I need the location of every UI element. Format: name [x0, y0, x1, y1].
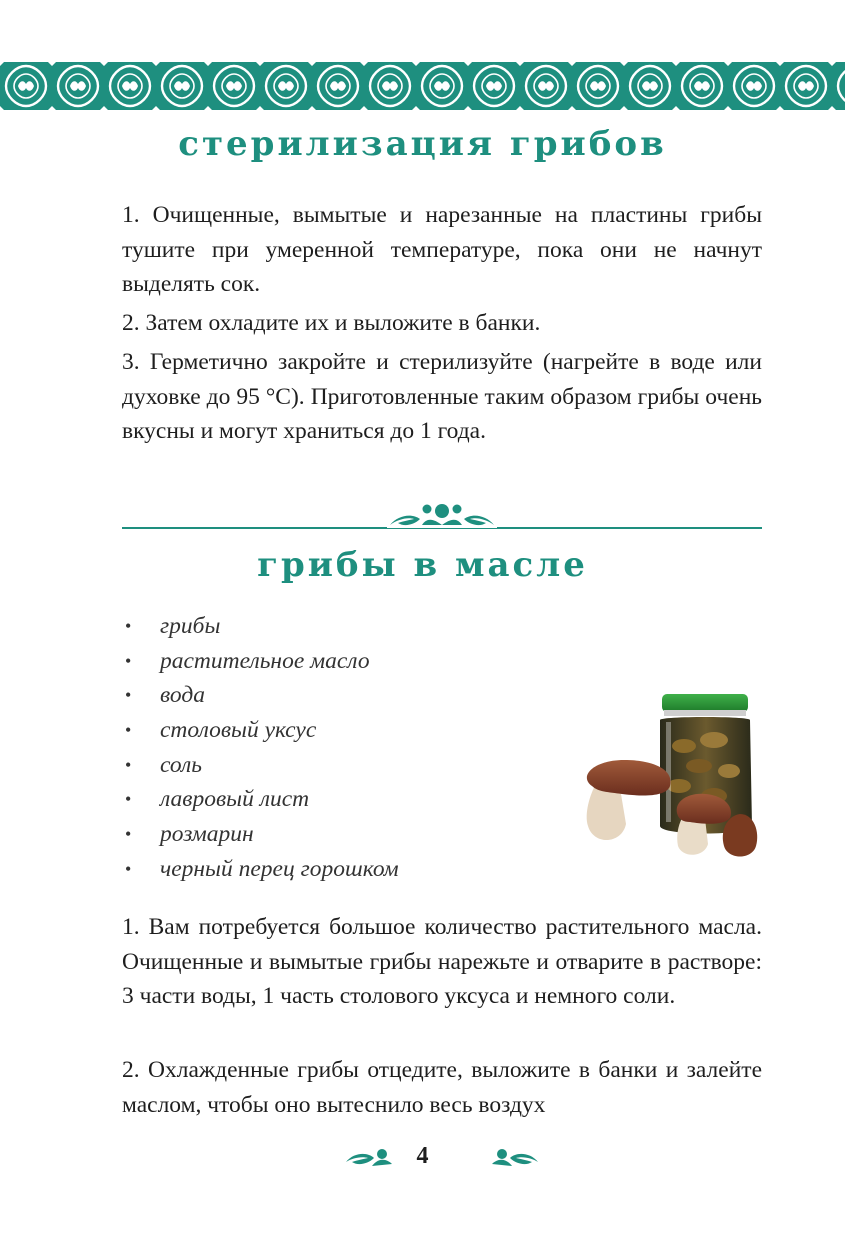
- top-ornamental-border: [0, 60, 845, 112]
- bullet-dot-icon: •: [125, 720, 132, 741]
- bullet-dot-icon: •: [125, 650, 132, 671]
- bullet-dot-icon: •: [125, 616, 132, 636]
- bullet-dot-icon: •: [125, 858, 132, 879]
- list-item: • растительное масло: [122, 644, 522, 679]
- list-item: • грибы: [122, 609, 522, 644]
- bullet-dot-icon: •: [125, 824, 132, 845]
- section-title-sterilization: стерилизация грибов: [178, 124, 667, 164]
- section-title-mushrooms-in-oil: грибы в масле: [257, 545, 588, 585]
- page-number: 4: [416, 1143, 429, 1169]
- list-item: • розмарин: [122, 817, 522, 852]
- step-paragraph-4: 1. Вам потребуется большое количество растительного масла. Очищенные и вымытые грибы нарежьте и отварите в растворе: 3 части воды, 1 часть столового уксуса и немного соли.: [122, 914, 762, 1009]
- step-paragraph-1: 1. Очищенные, вымытые и нарезанные на пластины грибы тушите при умеренной температуре, пока они не начнут выделять сок.: [122, 202, 762, 297]
- swirl-ornament-icon: [387, 504, 497, 528]
- section-divider: [122, 497, 762, 537]
- list-item: • соль: [122, 748, 522, 783]
- step-paragraph-3: 3. Герметично закройте и стерилизуйте (нагрейте в воде или духовке до 95 °С). Приготовленные таким образом грибы очень вкусны и могут храниться до 1 года.: [122, 349, 762, 444]
- step-paragraph-5: 2. Охлажденные грибы отцедите, выложите в банки и залейте маслом, чтобы оно вытеснило весь воздух: [122, 1057, 762, 1118]
- bullet-dot-icon: •: [125, 754, 132, 775]
- ingredients-list: [122, 609, 522, 887]
- step-paragraph-2: 2. Затем охладите их и выложите в банки.: [122, 310, 541, 336]
- bullet-dot-icon: •: [125, 789, 132, 810]
- list-item: • столовый уксус: [122, 713, 522, 748]
- mushroom-jar-illustration: [574, 676, 764, 866]
- list-item: • лавровый лист: [122, 782, 522, 817]
- list-item: • вода: [122, 678, 522, 713]
- bullet-dot-icon: •: [125, 685, 132, 706]
- list-item: • черный перец горошком: [122, 852, 522, 887]
